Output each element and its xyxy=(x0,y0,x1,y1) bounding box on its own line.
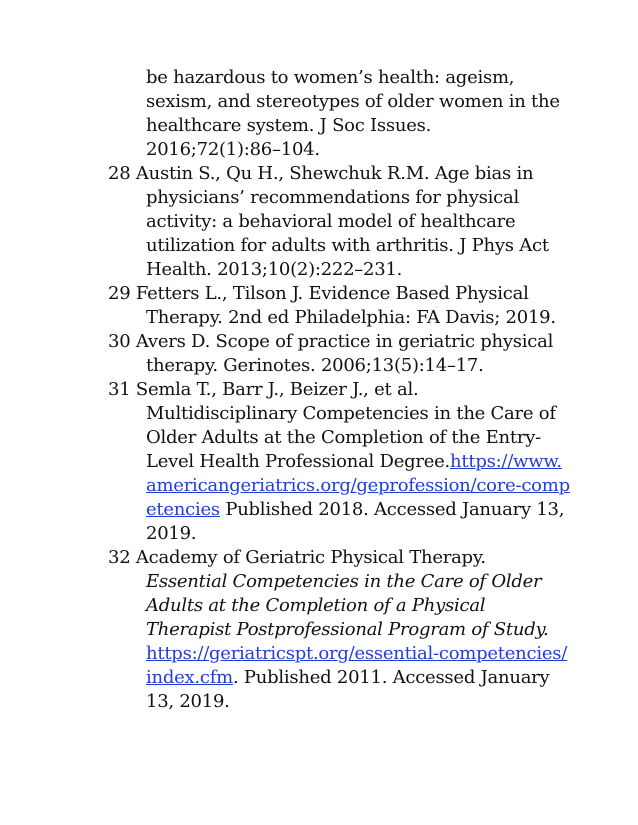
reference-30: 30 Avers D. Scope of practice in geriatric physical therapy. Gerinotes. 2006;13(5):14–17. xyxy=(108,331,554,376)
reference-32-text: 32 Academy of Geriatric Physical Therapy. xyxy=(108,547,486,568)
reference-31-trailing-text: Published 2018. Accessed January 13, 2019. xyxy=(146,499,565,544)
reference-32 xyxy=(108,546,570,714)
reference-31-text: 31 Semla T., Barr J., Beizer J., et al. Multidisciplinary Competencies in the Care of Older Adults at the Completion of the Entry-Level Health Professional Degree. xyxy=(108,379,556,472)
reference-32-link[interactable]: https://geriatricspt.org/essential-competencies/index.cfm xyxy=(146,643,568,688)
reference-31 xyxy=(108,378,570,546)
reference-31-link[interactable]: https://www.americangeriatrics.org/geprofession/core-competencies xyxy=(146,451,570,520)
reference-list xyxy=(108,66,570,714)
reference-27-continuation: be hazardous to women’s health: ageism, sexism, and stereotypes of older women in the healthcare system. J Soc Issues. 2016;72(1):86–104. xyxy=(146,67,560,160)
reference-32-trailing-text: . Published 2011. Accessed January 13, 2019. xyxy=(146,667,550,712)
reference-28: 28 Austin S., Qu H., Shewchuk R.M. Age bias in physicians’ recommendations for physical activity: a behavioral model of healthcare utilization for adults with arthritis. J Phys Act Health. 2013;10(2):222–231. xyxy=(108,163,549,280)
reference-32-title: Essential Competencies in the Care of Older Adults at the Completion of a Physical Therapist Postprofessional Program of Study. xyxy=(146,571,549,640)
reference-29: 29 Fetters L., Tilson J. Evidence Based Physical Therapy. 2nd ed Philadelphia: FA Davis; 2019. xyxy=(108,283,556,328)
